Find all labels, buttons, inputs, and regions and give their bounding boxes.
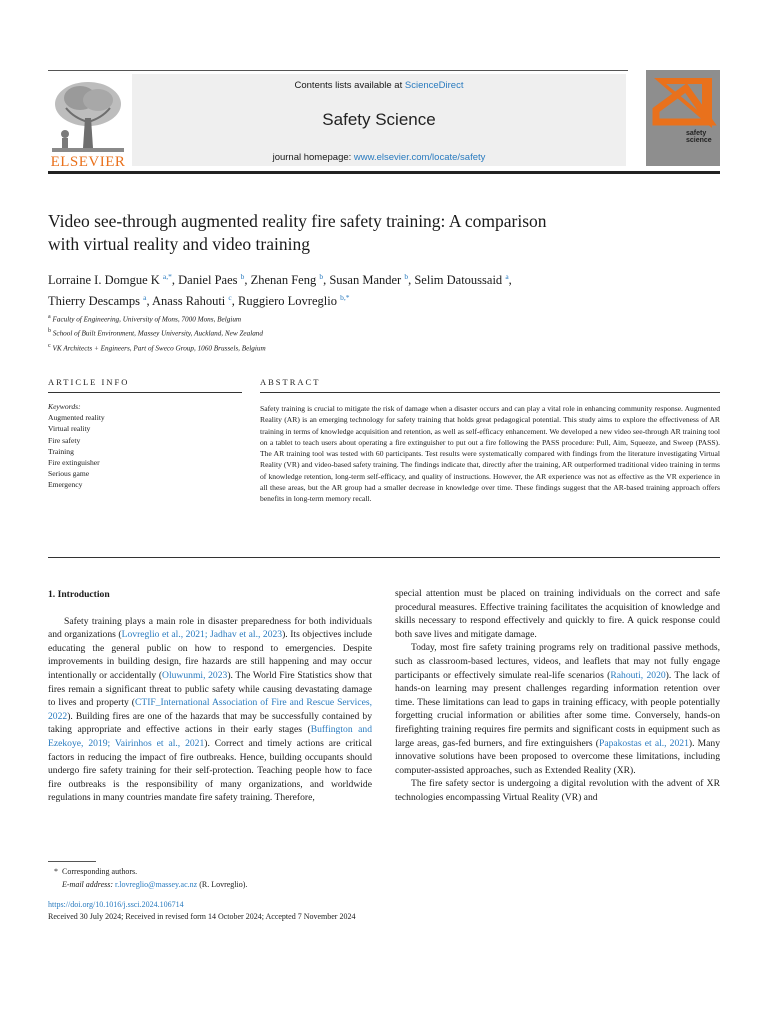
homepage-line	[132, 152, 626, 163]
abstract-bottom-rule	[48, 557, 720, 558]
citation-link[interactable]: Buffington and Ezekoye, 2019; Vairinhos et al., 2021	[48, 724, 372, 749]
author[interactable]: Anass Rahouti $^c$	[152, 293, 232, 309]
keywords-list	[48, 401, 238, 491]
keyword: Serious game	[48, 469, 90, 479]
citation-link[interactable]: Rahouti, 2020	[610, 669, 666, 681]
body-column-right	[395, 587, 720, 805]
keyword: Augmented reality	[48, 413, 105, 423]
body-column-left	[48, 588, 372, 805]
title-line-2: with virtual reality and video training	[48, 234, 310, 254]
elsevier-logo[interactable]	[48, 76, 128, 168]
abstract-text: Safety training is crucial to mitigate the risk of damage when a disaster occurs and can play a vital role in enhancing community response. Augmented Reality (AR) is an emerging technology for safety training that holds great pedagogical potential. This study aims to explore the effectiveness of AR training in terms of knowledge acquisition and retention, as well as self-efficacy enhancement. We developed a new video see-through AR training tool on a tablet to teach users about operating a fire extinguisher to put out a fire following the PASS procedure: Pull, Aim, Squeeze, and Sweep (PASS). The AR training tool was tested with 60 participants. Test results were systematically compared with findings from the literature investigating Virtual Reality (VR) and video-based safety training. The findings indicate that, directly after the training, AR outperformed traditional video training in terms of knowledge retention, long-term self-efficacy, and quality of instructions. However, the AR experience was not as effective as the VR experience in all these areas, but the AR group had a smaller decrease in knowledge over time. These findings suggest that the AR-based training approach offers benefits in long-term memory recall.	[260, 404, 720, 504]
journal-title: Safety Science	[322, 110, 436, 129]
header-bottom-rule	[48, 171, 720, 174]
corresponding-note: * Corresponding authors.	[48, 867, 138, 876]
author[interactable]: Daniel Paes $^b$	[178, 272, 245, 288]
keywords-label: Keywords:	[48, 402, 81, 411]
received-dates: Received 30 July 2024; Received in revised form 14 October 2024; Accepted 7 November 2024	[48, 912, 356, 921]
journal-cover-thumbnail[interactable]	[646, 70, 720, 166]
keyword: Fire extinguisher	[48, 458, 100, 468]
keyword: Emergency	[48, 480, 83, 490]
author[interactable]: Thierry Descamps $^a$	[48, 293, 147, 309]
citation-link[interactable]: Lovreglio et al., 2021; Jadhav et al., 2023	[121, 629, 283, 641]
elsevier-wordmark: ELSEVIER	[50, 154, 126, 170]
journal-header	[48, 70, 720, 174]
elsevier-tree-icon	[52, 78, 124, 152]
keyword: Fire safety	[48, 435, 81, 445]
author[interactable]: Zhenan Feng $^b$	[250, 272, 324, 288]
author[interactable]: Lorraine I. Domgue K $^{a,*}$	[48, 272, 172, 288]
paragraph: special attention must be placed on training individuals on the correct and safe procedural measures. Effective training facilitates the acquisition of knowledge and skills necessary to respond effectively and quickly to fire. A quick response could both save lives and mitigate damage.	[395, 588, 720, 640]
affiliation: $^c$ VK Architects + Engineers, Part of Sweco Group, 1060 Brussels, Belgium	[48, 342, 266, 353]
journal-band	[132, 74, 626, 166]
paragraph: The fire safety sector is undergoing a digital revolution with the advent of XR technologies encompassing Virtual Reality (VR) and	[395, 778, 720, 803]
author[interactable]: Ruggiero Lovreglio $^{b,*}$	[238, 293, 350, 309]
footnotes	[48, 865, 708, 891]
citation-link[interactable]: Papakostas et al., 2021	[598, 737, 689, 749]
author[interactable]: Selim Datoussaid $^a$	[414, 272, 509, 288]
cover-triangle-icon	[646, 70, 720, 166]
cover-title	[686, 130, 712, 144]
author-list: Lorraine I. Domgue K $^{a,*}$, Daniel Paes $^b$, Zhenan Feng $^b$, Susan Mander $^b$, Selim Datoussaid $^a$, Thierry Descamps $^a$, Anass Rahouti $^c$, Ruggiero Lovreglio $^{b,*}$	[48, 272, 512, 309]
abstract-rule	[260, 392, 720, 393]
footnote-rule	[48, 861, 96, 862]
journal-homepage-link[interactable]: www.elsevier.com/locate/safety	[353, 152, 486, 163]
citation-link[interactable]: CTIF_International Association of Fire and Rescue Services, 2022	[48, 697, 372, 722]
title-line-1: Video see-through augmented reality fire safety training: A comparison	[48, 211, 547, 231]
doi-link[interactable]: https://doi.org/10.1016/j.ssci.2024.106714	[48, 900, 184, 909]
header-top-rule	[48, 70, 628, 71]
affiliations	[48, 311, 708, 354]
cover-text-science: science	[686, 137, 712, 144]
author[interactable]: Susan Mander $^b$	[329, 272, 409, 288]
abstract-heading: ABSTRACT	[260, 377, 321, 387]
contents-prefix: Contents lists available at	[294, 80, 405, 91]
article-info-heading: ARTICLE INFO	[48, 377, 130, 387]
affiliation: $^a$ Faculty of Engineering, University of Mons, 7000 Mons, Belgium	[48, 314, 242, 324]
affiliation: $^b$ School of Built Environment, Massey University, Auckland, New Zealand	[48, 328, 263, 338]
article-info-rule	[48, 392, 242, 393]
paragraph: Safety training plays a main role in disaster preparedness for both individuals and organizations (Lovreglio et al., 2021; Jadhav et al., 2023). Its objectives include educating the general public on how to respond to emergencies. Despite improvements in building design, fire hazards are still happening and may occur intentionally or accidentally (Oluwunmi, 2023). The World Fire Statistics show that fires remain a significant threat to public safety while causing devastating damage to lives and property (CTIF_International Association of Fire and Rescue Services, 2022). Building fires are one of the hazards that may be successfully contained by taking appropriate and effective actions in their early stages (Buffington and Ezekoye, 2019; Vairinhos et al., 2021). Correct and timely actions are critical factors in reducing the impact of fire outbreaks. Hence, building occupants should undergo fire safety training for their self-protection. Teaching people how to face fire outbreaks is the responsibility of many organizations, and worldwide regulations in many countries mandate fire safety training. Therefore,	[48, 615, 372, 804]
sciencedirect-link[interactable]: ScienceDirect	[404, 80, 464, 91]
citation-link[interactable]: Oluwunmi, 2023	[162, 669, 228, 681]
homepage-prefix: journal homepage:	[272, 152, 354, 163]
article-title	[48, 210, 708, 256]
cover-text-safety: safety	[686, 130, 707, 137]
email-link[interactable]: r.lovreglio@massey.ac.nz	[115, 880, 198, 889]
paragraph: Today, most fire safety training programs rely on traditional passive methods, such as classroom-based lectures, videos, and leaflets that may not fully engage participants or effectively simulate real-life scenarios (Rahouti, 2020). The lack of hands-on learning may present challenges regarding information retention over time. These limitations can lead to gaps in training efficacy, with people potentially forgetting crucial information or abilities after some time. Conversely, hands-on firefighting training requires fire permits and significant costs in equipment such as large areas, gas-fed burners, and fire extinguishers (Papakostas et al., 2021). Many innovative solutions have been proposed to overcome these limitations, including computer-assisted approaches, such as Extended Reality (XR).	[395, 642, 720, 776]
keyword: Virtual reality	[48, 424, 91, 434]
keyword: Training	[48, 446, 74, 456]
email-note: E-mail address: r.lovreglio@massey.ac.nz (R. Lovreglio).	[62, 880, 248, 889]
contents-line	[132, 80, 626, 91]
section-heading-introduction: 1. Introduction	[48, 589, 110, 600]
